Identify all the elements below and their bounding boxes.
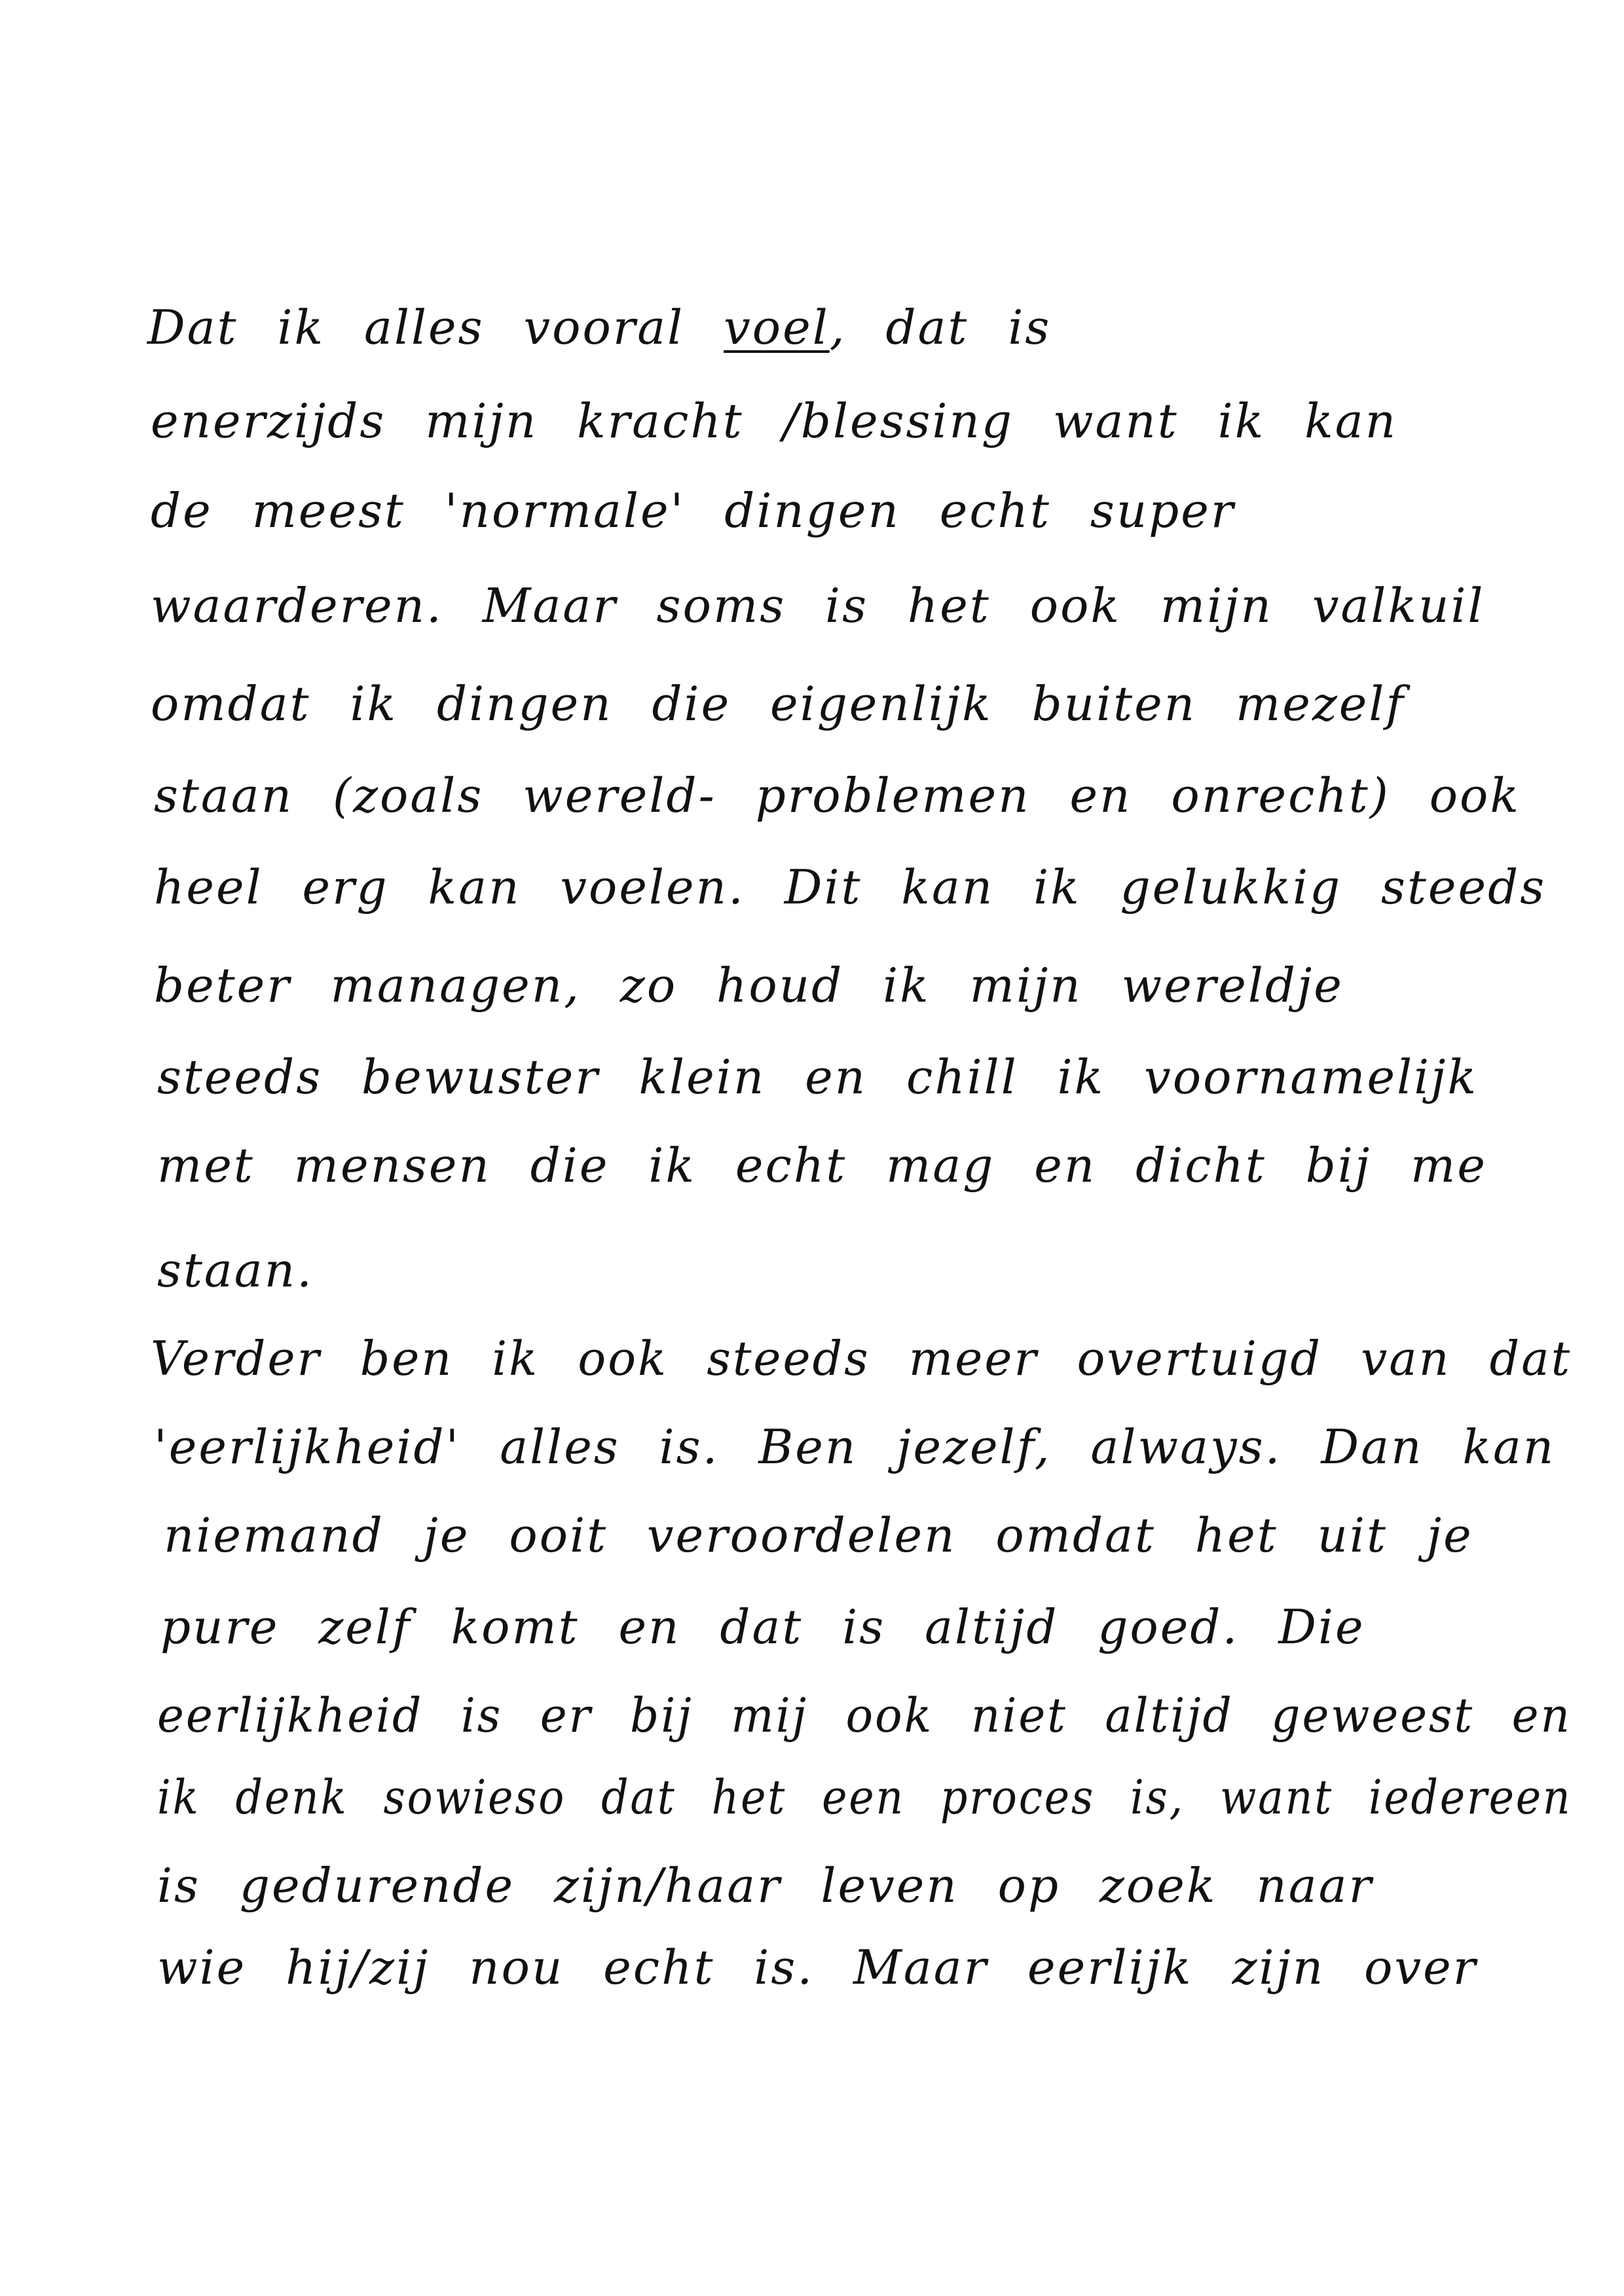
text-line [154,858,1546,917]
text-segment: Dat ik alles vooral [147,300,724,355]
underlined-word: voel [724,300,830,355]
text-segment: beter managen, zo houd ik mijn wereldje [154,958,1344,1013]
text-line [154,1417,1555,1476]
text-line [151,576,1485,635]
text-segment: 'eerlijkheid' alles is. Ben jezelf, always. Dan kan [154,1419,1556,1474]
text-segment: enerzijds mijn kracht /blessing want ik kan [151,393,1398,448]
text-line [154,766,1521,825]
text-segment: met mensen die ik echt mag en dicht bij me [157,1138,1487,1193]
text-line [151,392,1397,450]
text-segment: eerlijkheid is er bij mij ook niet altijd geweest en [157,1688,1572,1743]
text-segment: steeds bewuster klein en chill ik voornamelijk [157,1049,1479,1104]
text-line [160,1597,1365,1656]
text-segment: staan. [157,1243,314,1298]
text-line [157,1856,1373,1915]
text-line [154,956,1344,1015]
text-segment: niemand je ooit veroordelen omdat het uit je [164,1508,1473,1563]
text-line [157,1136,1487,1195]
text-line [157,1686,1572,1745]
text-segment: pure zelf komt en dat is altijd goed. Die [160,1599,1365,1654]
text-line [164,1506,1473,1565]
text-line [157,1048,1478,1106]
text-line [151,1329,1572,1388]
text-line [157,1938,1477,1997]
text-segment: wie hij/zij nou echt is. Maar eerlijk zijn over [157,1940,1478,1995]
text-segment: Verder ben ik ook steeds meer overtuigd van dat [151,1331,1572,1386]
text-line [151,481,1235,540]
text-segment: ik denk sowieso dat het een proces is, want iedereen [157,1770,1572,1825]
text-line [157,1768,1572,1827]
text-segment: heel erg kan voelen. Dit kan ik gelukkig steeds [154,860,1547,915]
text-segment: de meest 'normale' dingen echt super [151,483,1236,538]
text-line [147,298,1051,357]
text-segment: , dat is [829,300,1052,355]
text-segment: omdat ik dingen die eigenlijk buiten mezelf [151,676,1406,731]
text-segment: is gedurende zijn/haar leven op zoek naar [157,1858,1373,1913]
text-segment: staan (zoals wereld- problemen en onrecht) ook [154,768,1521,823]
text-line [151,674,1405,733]
text-line [157,1241,314,1300]
text-segment: waarderen. Maar soms is het ook mijn valkuil [151,578,1485,633]
